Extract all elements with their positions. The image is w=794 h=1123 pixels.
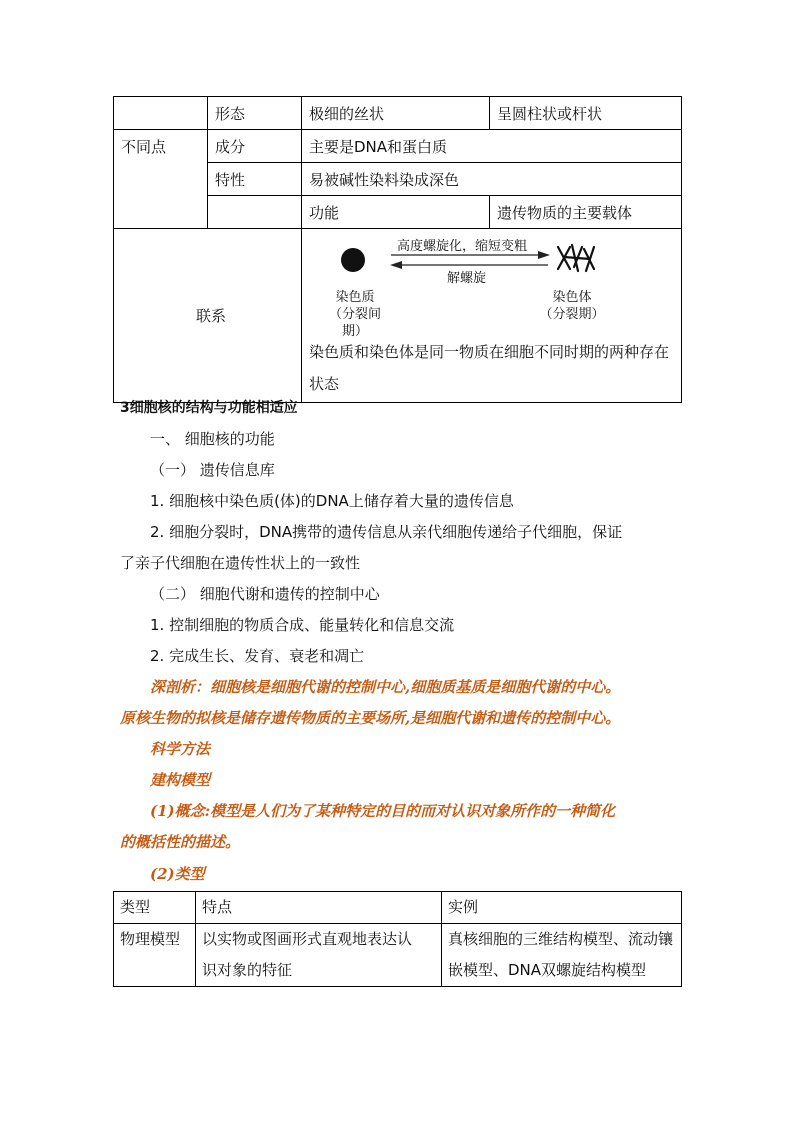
section-heading: 3细胞核的结构与功能相适应 (120, 400, 298, 416)
chromosome-figure (558, 245, 594, 271)
paragraph: 1. 控制细胞的物质合成、能量转化和信息交流 (150, 616, 455, 634)
types-heading: (2)类型 (150, 865, 205, 883)
chromatin-name: 染色质 (335, 290, 375, 305)
column-header: 类型 (114, 892, 196, 924)
relation-text: 染色质和染色体是同一物质在细胞不同时期的两种存在状态 (309, 343, 670, 393)
arrow-backward-head (390, 261, 402, 269)
table-cell: 特性 (208, 163, 302, 196)
chromosome-name: 染色体 (552, 290, 592, 305)
paragraph: 2. 细胞分裂时，DNA携带的遗传信息从亲代细胞传递给子代细胞，保证 (150, 523, 623, 541)
table-row (114, 97, 682, 130)
heading-level-1: 一、 细胞核的功能 (150, 430, 275, 448)
chromatin-chromosome-diagram (302, 229, 681, 339)
arrow-bottom-label: 解螺旋 (447, 271, 487, 286)
relation-cell (302, 229, 682, 403)
column-header: 实例 (442, 892, 682, 924)
table-cell: 真核细胞的三维结构模型、流动镶嵌模型、DNA双螺旋结构模型 (442, 924, 682, 987)
chromatin-caption (320, 289, 390, 340)
table-cell: 极细的丝状 (302, 97, 490, 130)
table-cell: 以实物或图画形式直观地表达认识对象的特征 (196, 924, 442, 987)
chromatin-phase: （分裂间期） (328, 307, 381, 339)
table-row (114, 924, 682, 987)
chromosome-caption (537, 289, 607, 323)
heading-level-2: （二） 细胞代谢和遗传的控制中心 (150, 585, 380, 603)
chromatin-dot (341, 248, 365, 272)
table-cell (114, 97, 208, 130)
table-cell: 形态 (208, 97, 302, 130)
analysis-line: 深剖析：细胞核是细胞代谢的控制中心,细胞质基质是细胞代谢的中心。 (150, 678, 621, 696)
table-cell: 不同点 (114, 130, 208, 229)
table-cell: 功能 (302, 196, 490, 229)
concept-line: 的概括性的描述。 (120, 833, 241, 851)
model-types-table (113, 891, 682, 987)
table-cell: 主要是DNA和蛋白质 (302, 130, 682, 163)
model-heading: 建构模型 (150, 771, 211, 789)
chromosome-phase: （分裂期） (539, 307, 605, 322)
table-row (114, 130, 682, 163)
table-cell: 呈圆柱状或杆状 (490, 97, 682, 130)
relation-label: 联系 (114, 229, 302, 403)
table-row (114, 229, 682, 403)
table-cell: 遗传物质的主要载体 (490, 196, 682, 229)
column-header: 特点 (196, 892, 442, 924)
method-heading: 科学方法 (150, 740, 211, 758)
paragraph: 2. 完成生长、发育、衰老和凋亡 (150, 647, 365, 665)
chromatin-comparison-table (113, 96, 682, 403)
table-cell (208, 196, 302, 229)
table-cell: 成分 (208, 130, 302, 163)
table-row (114, 892, 682, 924)
heading-level-2: （一） 遗传信息库 (150, 461, 275, 479)
table-cell: 物理模型 (114, 924, 196, 987)
arrow-forward-head (538, 251, 550, 259)
analysis-line: 原核生物的拟核是储存遗传物质的主要场所,是细胞代谢和遗传的控制中心。 (120, 709, 621, 727)
concept-line: (1)概念:模型是人们为了某种特定的目的而对认识对象所作的一种简化 (150, 802, 616, 820)
paragraph: 了亲子代细胞在遗传性状上的一致性 (120, 554, 361, 572)
paragraph: 1. 细胞核中染色质(体)的DNA上储存着大量的遗传信息 (150, 492, 514, 510)
table-cell: 易被碱性染料染成深色 (302, 163, 682, 196)
arrow-top-label: 高度螺旋化，缩短变粗 (397, 239, 528, 254)
